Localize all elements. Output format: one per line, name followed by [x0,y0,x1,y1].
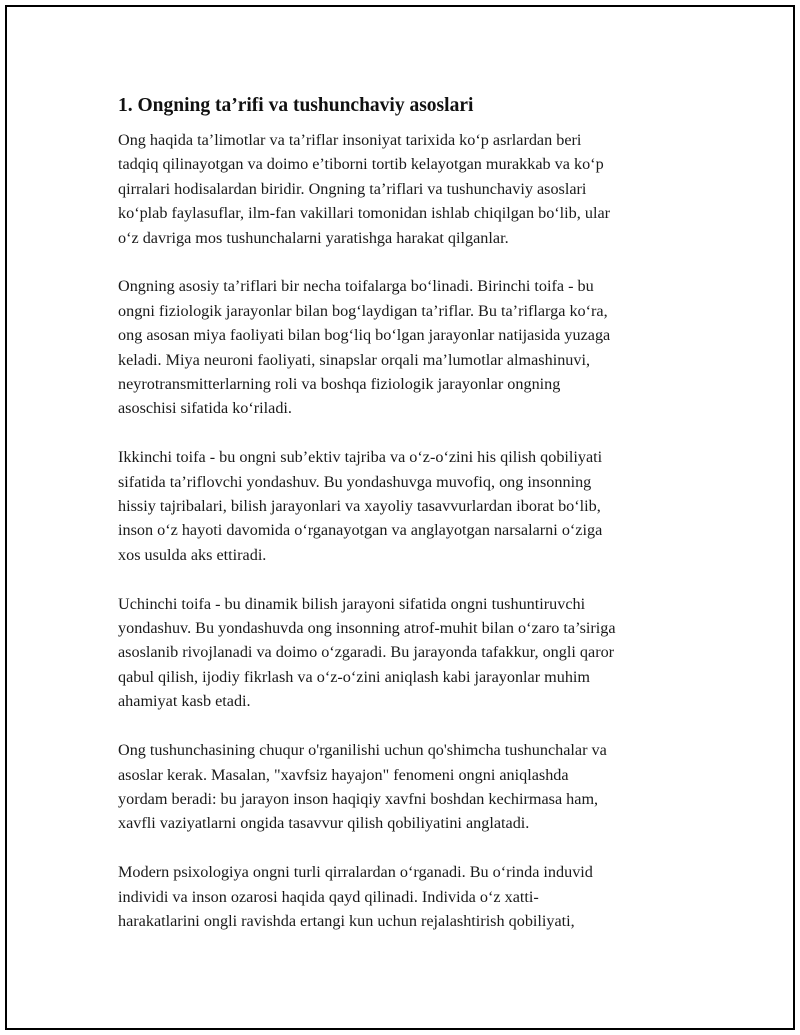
text-line: ko‘plab faylasuflar, ilm-fan vakillari tomonidan ishlab chiqilgan bo‘lib, ular [118,204,611,223]
text-line: inson o‘z hayoti davomida o‘rganayotgan va anglayotgan narsalarni o‘ziga [118,521,603,540]
text-line: asoslanib rivojlanadi va doimo o‘zgaradi. Bu jarayonda tafakkur, ongli qaror [118,643,615,662]
text-line: xos usulda aks ettiradi. [118,545,267,564]
text-line: individi va inson ozarosi haqida qayd qilinadi. Individa o‘z xatti- [118,887,539,906]
document-body [118,92,658,958]
paragraph [118,274,658,420]
text-line: harakatlarini ongli ravishda ertangi kun uchun rejalashtirish qobiliyati, [118,911,575,930]
text-line: Ikkinchi toifa - bu ongni sub’ektiv tajriba va o‘z-o‘zini his qilish qobiliyati [118,448,603,467]
text-line: Uchinchi toifa - bu dinamik bilish jarayoni sifatida ongni tushuntiruvchi [118,594,586,613]
text-line: asoslar kerak. Masalan, "xavfsiz hayajon" fenomeni ongni aniqlashda [118,765,569,784]
paragraph [118,128,658,250]
text-line: o‘z davriga mos tushunchalarni yaratishga harakat qilganlar. [118,228,509,247]
text-line: ahamiyat kasb etadi. [118,692,251,711]
paragraph [118,592,658,714]
text-line: qirralari hodisalardan biridir. Ongning ta’riflari va tushunchaviy asoslari [118,179,587,198]
paragraph [118,860,658,933]
text-line: Ong haqida ta’limotlar va ta’riflar insoniyat tarixida ko‘p asrlardan beri [118,131,582,149]
text-line: neyrotransmitterlarning roli va boshqa fiziologik jarayonlar ongning [118,375,561,394]
text-line: keladi. Miya neuroni faoliyati, sinapslar orqali ma’lumotlar almashinuvi, [118,350,591,369]
text-line: sifatida ta’riflovchi yondashuv. Bu yondashuvga muvofiq, ong insonning [118,472,592,491]
text-line: hissiy tajribalari, bilish jarayonlari va xayoliy tasavvurlardan iborat bo‘lib, [118,497,601,516]
text-line: asoschisi sifatida ko‘riladi. [118,399,292,418]
text-line: ongni fiziologik jarayonlar bilan bog‘laydigan ta’riflar. Bu ta’riflarga ko‘ra, [118,301,608,320]
text-line: qabul qilish, ijodiy fikrlash va o‘z-o‘zini aniqlash kabi jarayonlar muhim [118,667,591,686]
paragraph [118,445,658,567]
text-line: xavfli vaziyatlarni ongida tasavvur qilish qobiliyatini anglatadi. [118,814,530,833]
text-line: Ongning asosiy ta’riflari bir necha toifalarga bo‘linadi. Birinchi toifa - bu [118,277,594,296]
text-line: tadqiq qilinayotgan va doimo e’tiborni tortib kelayotgan murakkab va ko‘p [118,155,604,174]
text-line: Ong tushunchasining chuqur o'rganilishi uchun qo'shimcha tushunchalar va [118,741,607,760]
text-line: ong asosan miya faoliyati bilan bog‘liq bo‘lgan jarayonlar natijasida yuzaga [118,326,611,345]
text-line: Modern psixologiya ongni turli qirralardan o‘rganadi. Bu o‘rinda induvid [118,863,593,882]
section-heading: 1. Ongning ta’rifi va tushunchaviy asoslari [118,95,474,116]
text-line: yondashuv. Bu yondashuvda ong insonning atrof-muhit bilan o‘zaro ta’siriga [118,619,616,638]
text-line: yordam beradi: bu jarayon inson haqiqiy xavfni boshdan kechirmasa ham, [118,789,599,808]
paragraph [118,738,658,836]
